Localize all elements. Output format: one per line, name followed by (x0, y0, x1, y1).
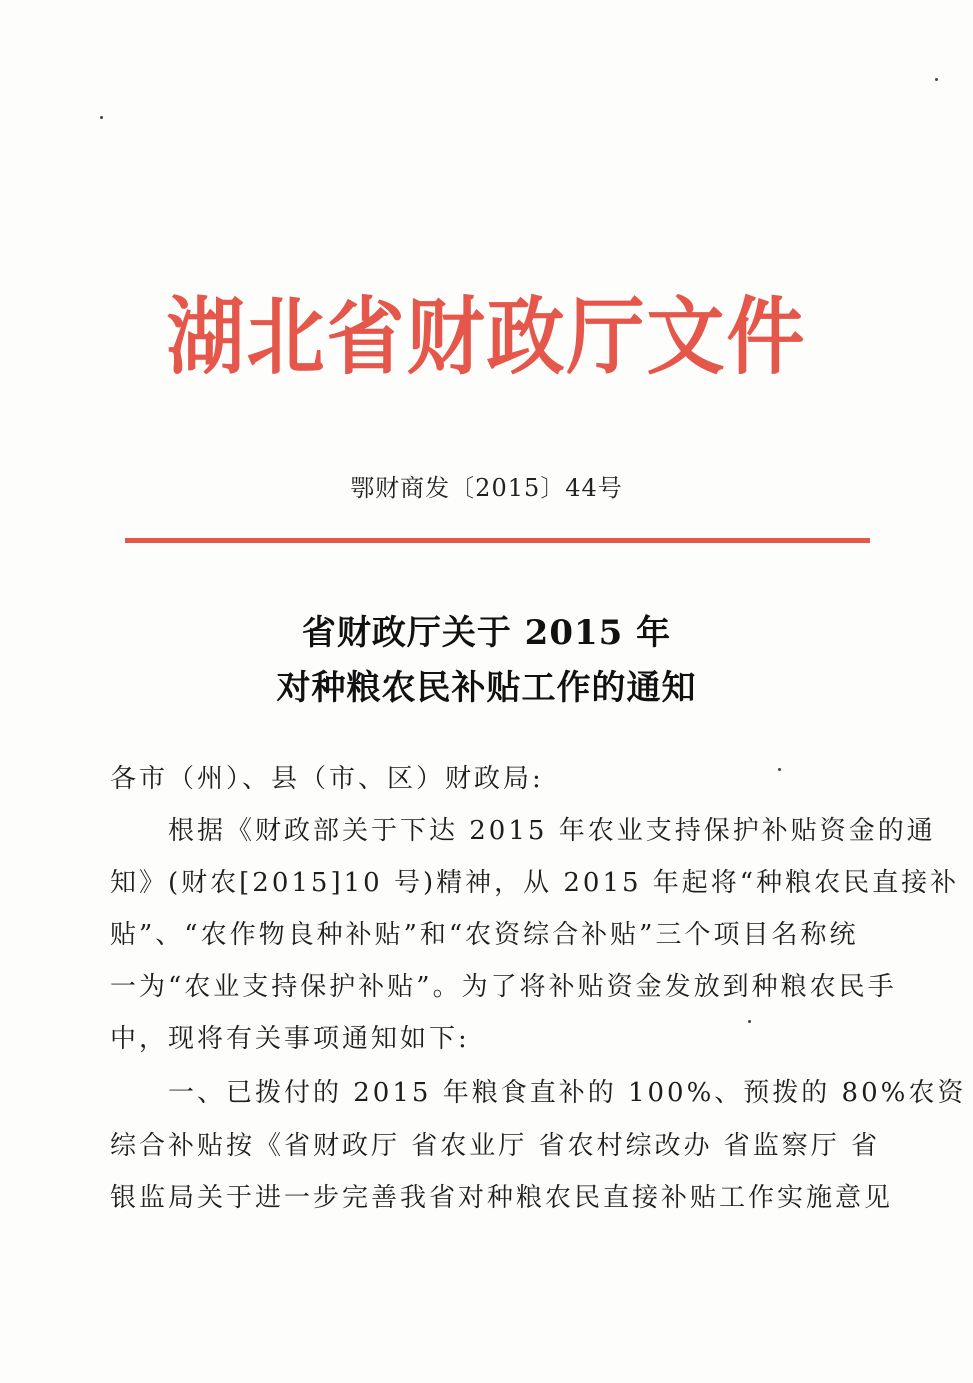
body-line: 综合补贴按《省财政厅 省农业厅 省农村综改办 省监察厅 省 (110, 1131, 881, 1161)
document-number: 鄂财商发〔2015〕44号 (350, 474, 623, 502)
scan-speck (935, 78, 938, 81)
scan-speck (748, 1020, 751, 1023)
body-line: 中，现将有关事项通知如下: (110, 1024, 470, 1054)
scan-speck (100, 116, 103, 119)
notice-title-line-2: 对种粮农民补贴工作的通知 (276, 668, 697, 708)
body-line: 贴”、“农作物良种补贴”和“农资综合补贴”三个项目名称统 (110, 920, 859, 950)
notice-title-line-1: 省财政厅关于 2015 年 (301, 613, 672, 653)
body-line: 知》(财农[2015]10 号)精神，从 2015 年起将“种粮农民直接补 (110, 868, 960, 898)
scan-speck (778, 768, 781, 771)
body-line: 一为“农业支持保护补贴”。为了将补贴资金发放到种粮农民手 (110, 972, 897, 1002)
red-divider-line (125, 538, 870, 543)
body-line: 一、已拨付的 2015 年粮食直补的 100%、预拨的 80%农资 (110, 1078, 967, 1108)
document-header-title: 湖北省财政厅文件 (166, 289, 807, 387)
body-line: 根据《财政部关于下达 2015 年农业支持保护补贴资金的通 (110, 816, 936, 846)
body-line: 银监局关于进一步完善我省对种粮农民直接补贴工作实施意见 (110, 1183, 894, 1213)
salutation: 各市（州）、县（市、区）财政局: (110, 764, 544, 794)
